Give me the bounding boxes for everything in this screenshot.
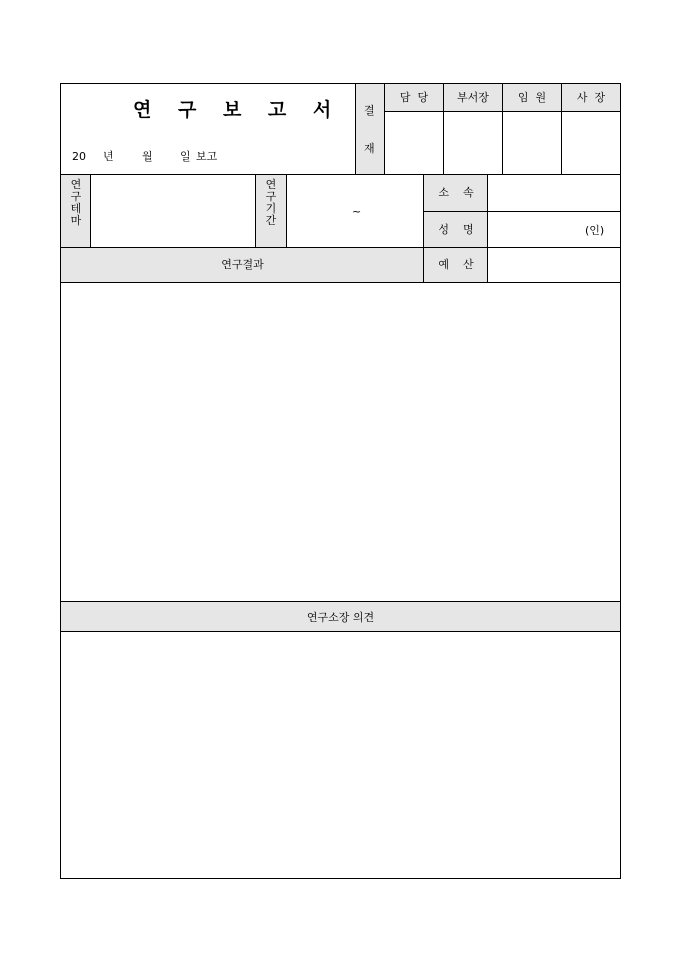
theme-label: 연 구 테 마 xyxy=(70,178,82,227)
results-header: 연구결과 xyxy=(221,258,264,271)
name-label: 성 명 xyxy=(438,223,474,236)
rule-approval-left xyxy=(355,83,356,175)
approval-sign-executive[interactable] xyxy=(503,112,561,174)
theme-field[interactable] xyxy=(91,175,255,247)
date-report: 보고 xyxy=(196,150,218,163)
period-label: 연 구 기 간 xyxy=(265,178,277,227)
budget-label: 예 산 xyxy=(438,258,474,271)
seal-label: (인) xyxy=(585,224,605,237)
approval-col-dept-head: 부서장 xyxy=(457,91,489,104)
dept-field[interactable] xyxy=(488,175,620,211)
opinion-body[interactable] xyxy=(61,632,620,878)
date-year-unit: 년 xyxy=(103,150,114,163)
dept-label: 소 속 xyxy=(438,186,474,199)
approval-label-cell xyxy=(356,84,384,174)
approval-label-top: 결 xyxy=(364,104,375,117)
approval-col-president: 사 장 xyxy=(576,91,606,104)
results-body[interactable] xyxy=(61,283,620,601)
opinion-header: 연구소장 의견 xyxy=(306,611,375,624)
approval-sign-president[interactable] xyxy=(562,112,620,174)
period-separator: ~ xyxy=(352,205,362,218)
date-month-unit: 월 xyxy=(142,150,153,163)
rule-opinion-top xyxy=(60,601,621,602)
budget-field[interactable] xyxy=(488,248,620,282)
page-title: 연 구 보 고 서 xyxy=(133,99,342,121)
date-day-unit: 일 xyxy=(180,150,191,163)
approval-col-executive: 임 원 xyxy=(517,91,547,104)
approval-sign-dept-head[interactable] xyxy=(444,112,502,174)
approval-sign-manager[interactable] xyxy=(385,112,443,174)
approval-col-manager: 담 당 xyxy=(399,91,429,104)
rule-period-left xyxy=(255,174,256,248)
date-year: 20 xyxy=(72,150,86,163)
approval-label-bottom: 재 xyxy=(364,142,375,155)
